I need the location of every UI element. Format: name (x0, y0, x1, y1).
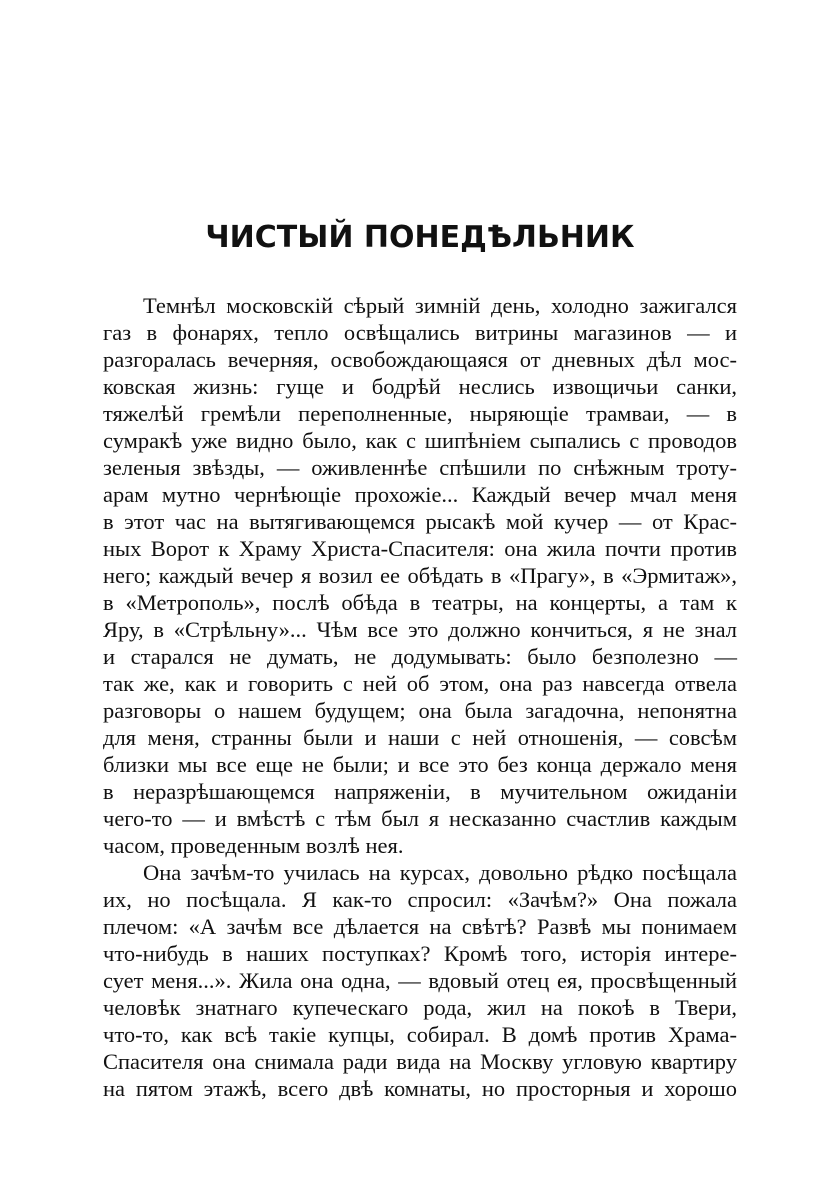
text-line: него; каждый вечер я возил ее обѣдать в «Прагу», в «Эрмитаж», (103, 563, 737, 588)
text-line: для меня, странны были и наши с ней отношенія, — совсѣм (103, 725, 737, 750)
text-line: часом, проведенным возлѣ нея. (103, 833, 404, 858)
text-line: Яру, в «Стрѣльну»... Чѣм все это должно кончиться, я не знал (103, 617, 737, 642)
text-line: их, но посѣщала. Я как-то спросил: «Зачѣм?» Она пожала (103, 887, 737, 912)
text-line: сует меня...». Жила она одна, — вдовый отец ея, просвѣщенный (103, 968, 737, 993)
text-line: человѣк знатнаго купеческаго рода, жил на покоѣ в Твери, (103, 995, 737, 1020)
text-line: зеленыя звѣзды, — оживленнѣе спѣшили по снѣжным троту- (103, 455, 737, 480)
text-line: в этот час на вытягивающемся рысакѣ мой кучер — от Крас- (103, 509, 737, 534)
text-line: Она зачѣм-то училась на курсах, довольно рѣдко посѣщала (143, 860, 737, 885)
text-line: в неразрѣшающемся напряженіи, в мучительном ожиданіи (103, 779, 737, 804)
chapter-title: ЧИСТЫЙ ПОНЕДѢЛЬНИК (205, 220, 635, 255)
text-line: Темнѣл московскій сѣрый зимній день, холодно зажигался (143, 293, 737, 318)
text-line: разгоралась вечерняя, освобождающаяся от дневных дѣл мос- (103, 347, 737, 372)
text-line: арам мутно чернѣющіе прохожіе... Каждый вечер мчал меня (103, 482, 737, 507)
text-line: на пятом этажѣ, всего двѣ комнаты, но просторныя и хорошо (103, 1076, 737, 1101)
text-line: газ в фонарях, тепло освѣщались витрины магазинов — и (103, 320, 737, 345)
text-line: чего-то — и вмѣстѣ с тѣм был я несказанно счастлив каждым (103, 806, 737, 831)
text-line: тяжелѣй гремѣли переполненные, ныряющіе трамваи, — в (103, 401, 737, 426)
text-line: ных Ворот к Храму Христа-Спасителя: она жила почти против (103, 536, 737, 561)
text-line: и старался не думать, не додумывать: было безполезно — (103, 644, 737, 669)
text-line: что-нибудь в наших поступках? Кромѣ того, исторія интере- (103, 941, 737, 966)
text-line: что-то, как всѣ такіе купцы, собирал. В домѣ против Храма- (103, 1022, 737, 1047)
text-line: близки мы все еще не были; и все это без конца держало меня (103, 752, 737, 777)
text-line: так же, как и говорить с ней об этом, она раз навсегда отвела (103, 671, 737, 696)
text-line: плечом: «А зачѣм все дѣлается на свѣтѣ? Развѣ мы понимаем (103, 914, 737, 939)
text-line: сумракѣ уже видно было, как с шипѣніем сыпались с проводов (103, 428, 737, 453)
text-line: Спасителя она снимала ради вида на Москву угловую квартиру (103, 1049, 737, 1074)
body-text (103, 292, 737, 1102)
text-line: ковская жизнь: гуще и бодрѣй неслись извощичьи санки, (103, 374, 737, 399)
text-line: разговоры о нашем будущем; она была загадочна, непонятна (103, 698, 737, 723)
text-line: в «Метрополь», послѣ обѣда в театры, на концерты, а там к (103, 590, 737, 615)
